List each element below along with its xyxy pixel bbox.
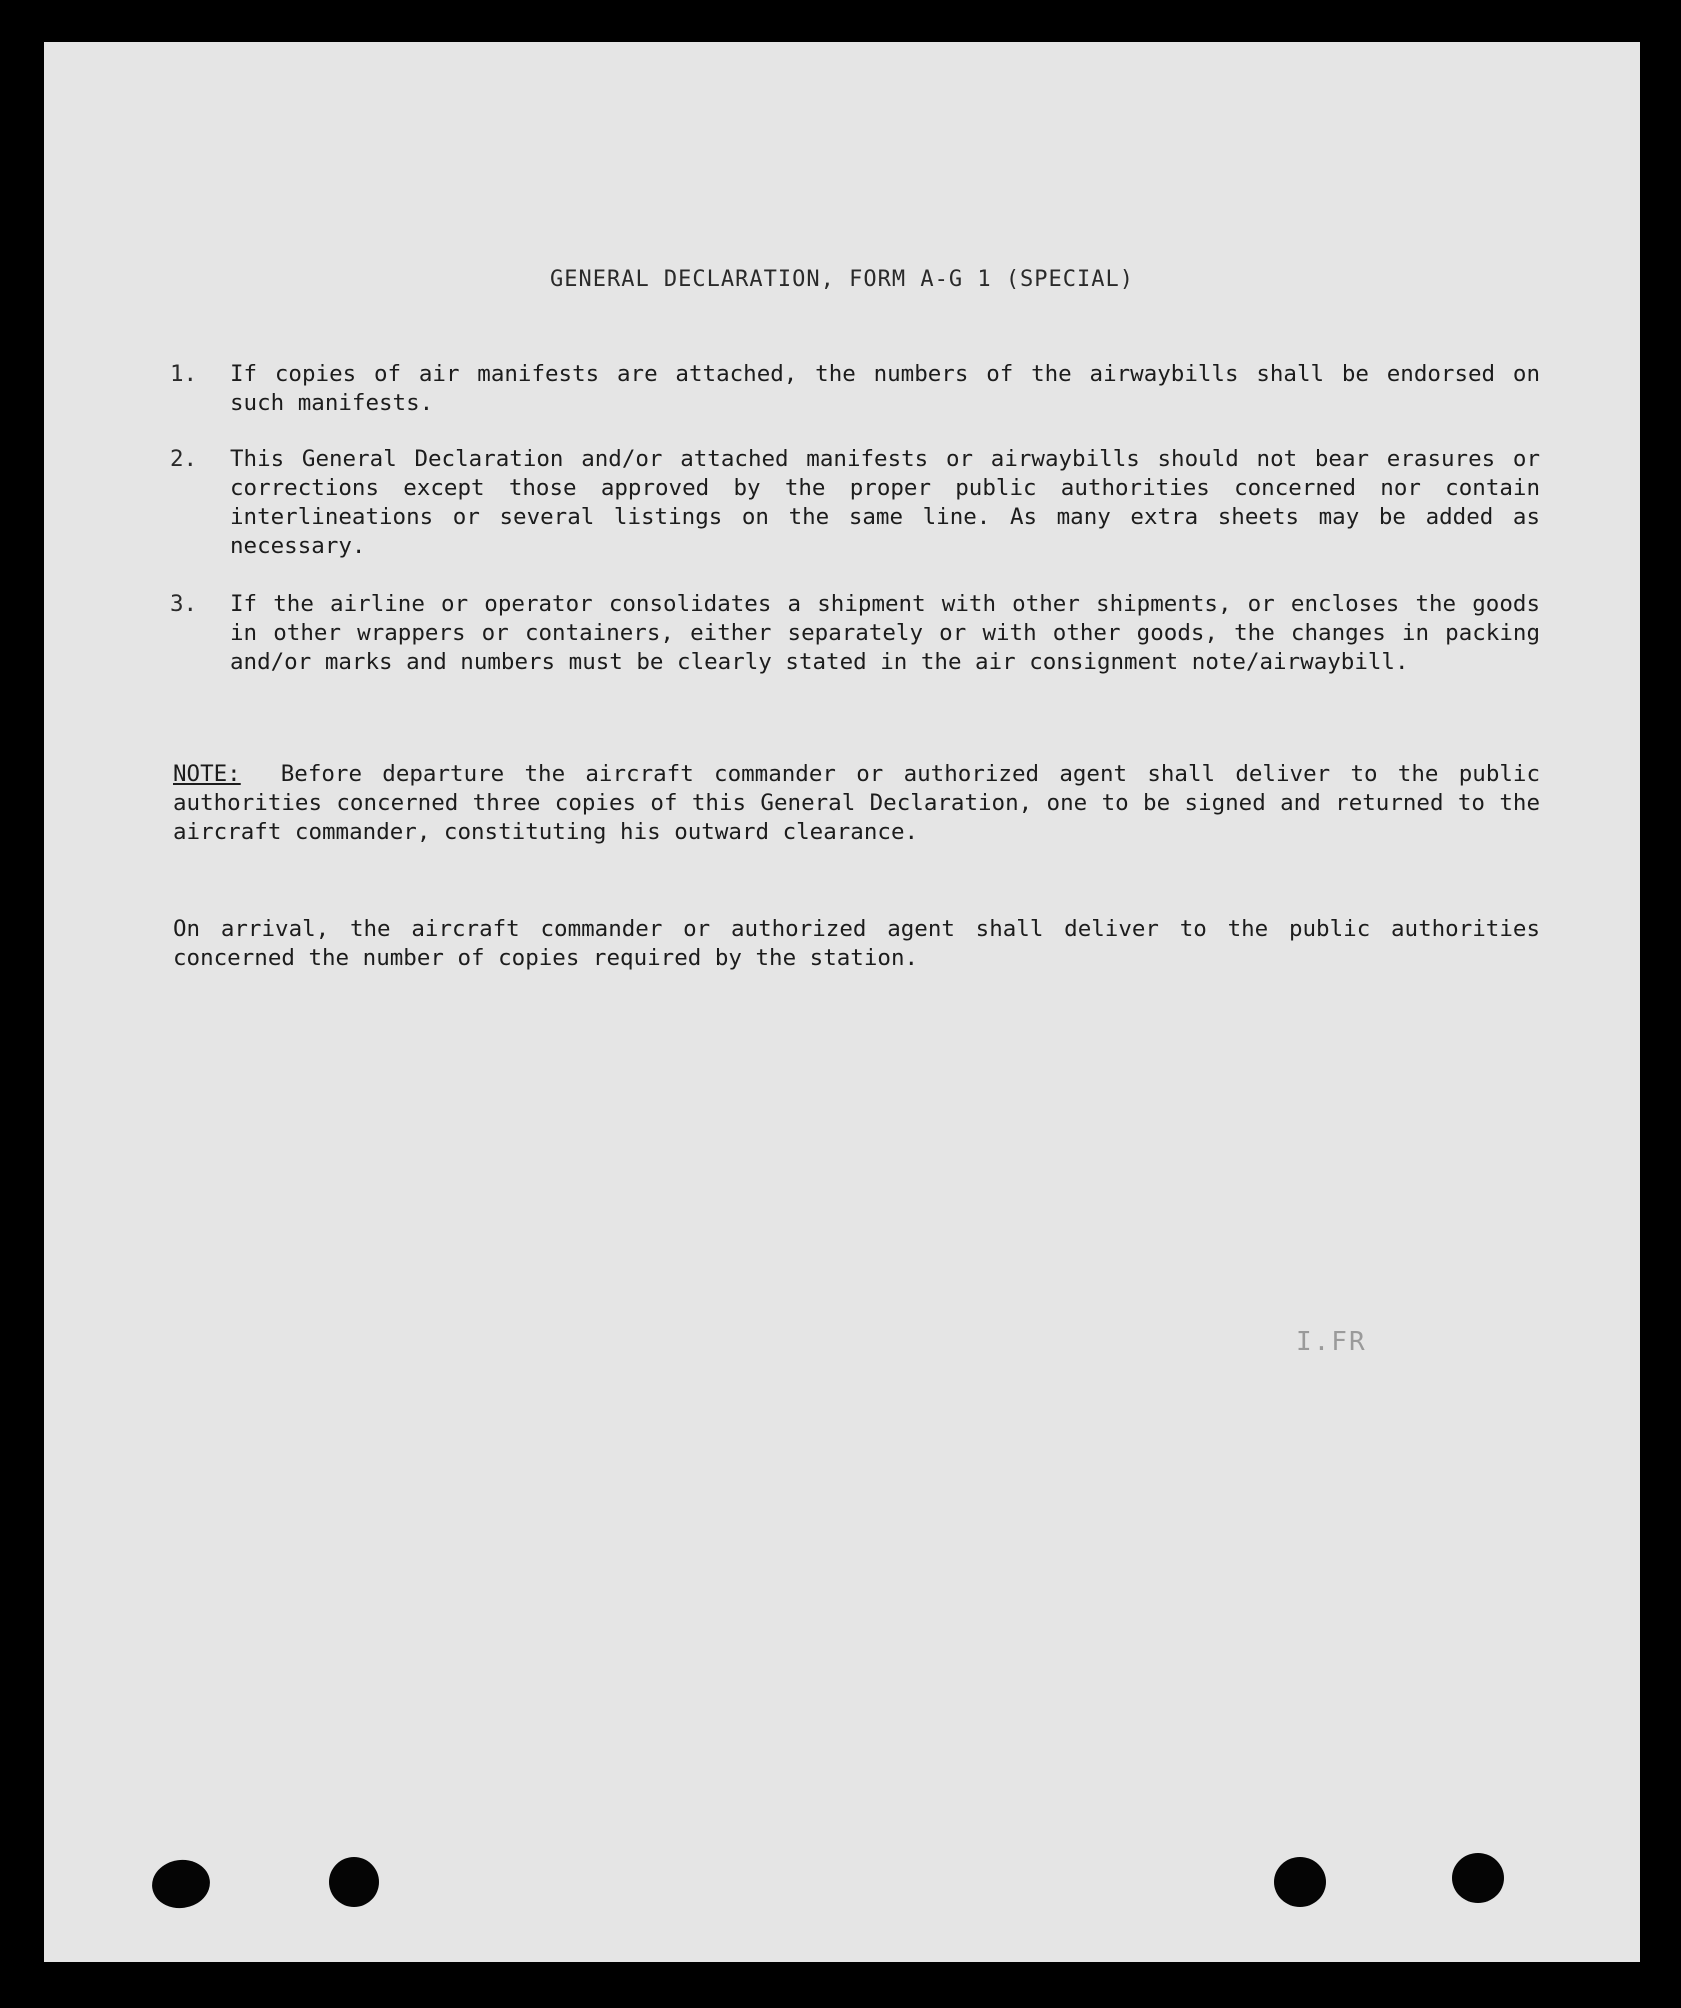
item-text: This General Declaration and/or attached manifests or airwaybills should not bear erasures or corrections except those approved by the proper public authorities concerned nor contain interlineations or several listings on the same line. As many extra sheets may be added as necessary.: [230, 446, 1540, 559]
document-title: GENERAL DECLARATION, FORM A-G 1 (SPECIAL): [549, 267, 1135, 292]
item-number: 1.: [170, 361, 198, 387]
item-text: If copies of air manifests are attached, the numbers of the airwaybills shall be endorsed on such manifests.: [230, 361, 1540, 416]
arrival-paragraph: On arrival, the aircraft commander or authorized agent shall deliver to the public authorities concerned the number of copies required by the station.: [173, 916, 1540, 971]
punch-hole: [1452, 1853, 1504, 1903]
document-page: [44, 42, 1640, 1962]
punch-hole: [149, 1856, 213, 1912]
item-number: 2.: [170, 446, 198, 472]
punch-hole: [329, 1857, 379, 1907]
instruction-item-3: [170, 590, 1540, 677]
instruction-item-1: [170, 360, 1540, 418]
item-number: 3.: [170, 591, 198, 617]
note-text: Before departure the aircraft commander or authorized agent shall deliver to the public authorities concerned three copies of this General Declaration, one to be signed and returned to the aircraft commander, constituting his outward clearance.: [173, 761, 1540, 845]
note-label: NOTE:: [173, 761, 241, 787]
instruction-item-2: [170, 445, 1540, 561]
note-paragraph: [173, 760, 1540, 847]
item-text: If the airline or operator consolidates a shipment with other shipments, or encloses the goods in other wrappers or containers, either separately or with other goods, the changes in packing and/or marks and numbers must be clearly stated in the air consignment note/airwaybill.: [230, 591, 1540, 675]
punch-hole: [1274, 1857, 1326, 1907]
faint-stamp: I.FR: [1296, 1327, 1367, 1357]
